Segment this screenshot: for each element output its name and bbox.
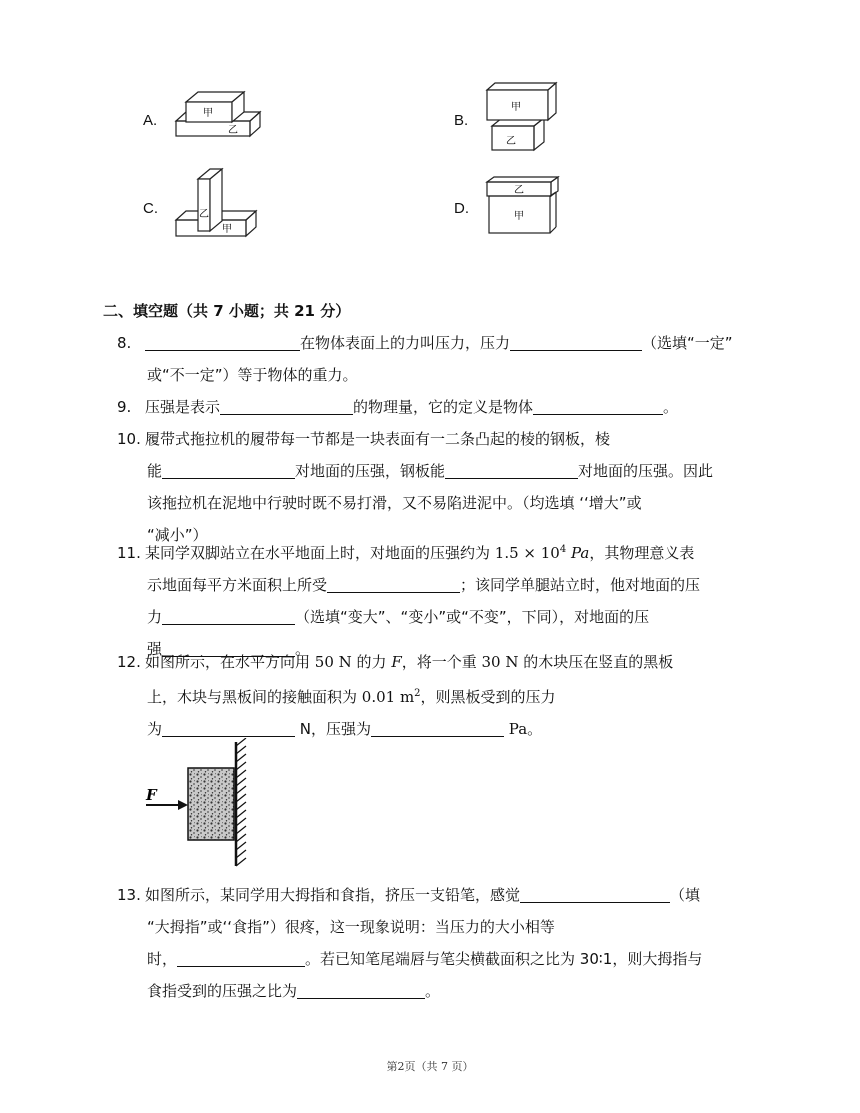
question-8 xyxy=(117,327,767,391)
block-wall-figure xyxy=(140,738,260,870)
question-text: 为 xyxy=(147,720,163,738)
question-10 xyxy=(117,423,767,551)
pressure-value: 1.5 × 10 xyxy=(494,544,560,562)
area-exponent: 2 xyxy=(414,688,421,699)
question-text: 。若已知笔尾端唇与笔尖横截面积之比为 30∶1，则大拇指与 xyxy=(305,950,703,968)
question-text: 。 xyxy=(295,640,311,658)
question-text: 某同学双脚站立在水平地面上时，对地面的压强约为 xyxy=(145,544,495,562)
question-text: 该拖拉机在泥地中行驶时既不易打滑，又不易陷进泥中。（均选填 ‘‘增大”或 xyxy=(147,494,642,512)
question-text: 的木块压在竖直的黑板 xyxy=(518,653,674,671)
question-text: N，压强为 xyxy=(295,720,372,738)
option-c-top-text: 乙 xyxy=(199,209,209,220)
answer-blank[interactable] xyxy=(177,948,305,967)
wooden-block xyxy=(188,768,234,840)
question-number: 13. xyxy=(117,886,141,904)
question-text: 对地面的压强，钢板能 xyxy=(295,462,446,480)
question-text: 上，木块与黑板间的接触面积为 xyxy=(147,688,362,706)
question-number: 12. xyxy=(117,653,141,671)
question-text: （填 xyxy=(670,886,701,904)
question-number: 9. xyxy=(117,398,132,416)
force-arrow-head xyxy=(178,800,188,810)
question-text: 食指受到的压强之比为 xyxy=(147,982,298,1000)
answer-blank[interactable] xyxy=(162,460,295,479)
option-a-bottom-text: 乙 xyxy=(228,125,238,136)
question-text: （选填“一定” xyxy=(642,334,733,352)
question-number: 10. xyxy=(117,430,141,448)
question-text: 履带式拖拉机的履带每一节都是一块表面有一二条凸起的棱的钢板，棱 xyxy=(145,430,611,448)
question-text: 强 xyxy=(147,640,163,658)
option-a-figure xyxy=(170,88,265,143)
wall-hatching xyxy=(236,738,246,866)
weight-value: 30 N xyxy=(481,653,519,671)
question-9 xyxy=(117,391,767,423)
option-a-label: A. xyxy=(143,112,158,129)
question-text: 。 xyxy=(425,982,441,1000)
option-b-label: B. xyxy=(454,112,469,129)
pressure-unit: Pa xyxy=(566,544,590,562)
option-d-label: D. xyxy=(454,200,469,217)
question-number: 11. xyxy=(117,544,141,562)
option-b-figure xyxy=(484,80,564,155)
option-b-top-text: 甲 xyxy=(511,102,521,113)
pressure-exponent: 4 xyxy=(559,544,567,555)
question-text: ，将一个重 xyxy=(401,653,482,671)
force-label: F xyxy=(146,786,157,804)
question-text: ，则黑板受到的压力 xyxy=(420,688,556,706)
question-13 xyxy=(117,879,767,1007)
question-text: 如图所示，在水平方向用 xyxy=(145,653,315,671)
section-title: 二、填空题（共 7 小题；共 21 分） xyxy=(103,302,351,320)
answer-blank[interactable] xyxy=(327,574,460,593)
answer-blank[interactable] xyxy=(162,606,295,625)
answer-blank[interactable] xyxy=(533,396,663,415)
option-c-label: C. xyxy=(143,200,158,217)
area-value: 0.01 m xyxy=(361,688,415,706)
question-text: 或“不一定”）等于物体的重力。 xyxy=(147,366,358,384)
question-text: ，其物理意义表 xyxy=(589,544,695,562)
force-value: 50 N xyxy=(314,653,352,671)
answer-blank[interactable] xyxy=(162,718,295,737)
force-symbol: F xyxy=(391,653,402,671)
option-d-top-text: 乙 xyxy=(514,185,524,196)
question-text: 的物理量，它的定义是物体 xyxy=(353,398,534,416)
answer-blank[interactable] xyxy=(297,980,425,999)
answer-blank[interactable] xyxy=(510,332,642,351)
question-text: 力 xyxy=(147,608,163,626)
question-text: 示地面每平方米面积上所受 xyxy=(147,576,328,594)
question-text: “大拇指”或‘‘食指”）很疼，这一现象说明：当压力的大小相等 xyxy=(147,918,555,936)
question-12 xyxy=(117,646,767,745)
question-text: 如图所示，某同学用大拇指和食指，挤压一支铅笔，感觉 xyxy=(145,886,521,904)
option-a-top-text: 甲 xyxy=(203,108,213,119)
answer-blank[interactable] xyxy=(220,396,353,415)
answer-blank[interactable] xyxy=(371,718,504,737)
answer-blank[interactable] xyxy=(445,460,578,479)
option-c-bottom-text: 甲 xyxy=(222,224,232,235)
question-text: 时， xyxy=(147,950,178,968)
question-text: 的力 xyxy=(351,653,392,671)
option-c-figure xyxy=(170,167,265,242)
option-d-figure xyxy=(484,175,564,240)
page-footer: 第2页（共 7 页） xyxy=(386,1060,474,1073)
option-b-bottom-text: 乙 xyxy=(506,136,516,147)
answer-blank[interactable] xyxy=(520,884,670,903)
question-text: 。 xyxy=(663,398,679,416)
option-d-bottom-text: 甲 xyxy=(514,211,524,222)
question-text: 压强是表示 xyxy=(145,398,221,416)
question-text: （选填“变大”、“变小”或“不变”，下同），对地面的压 xyxy=(295,608,650,626)
question-text: 对地面的压强。因此 xyxy=(578,462,714,480)
question-text: “减小”） xyxy=(147,526,208,544)
question-number: 8. xyxy=(117,334,132,352)
question-text: 在物体表面上的力叫压力，压力 xyxy=(300,334,511,352)
question-text: ；该同学单腿站立时，他对地面的压 xyxy=(460,576,701,594)
question-text: Pa。 xyxy=(504,720,543,738)
answer-blank[interactable] xyxy=(145,332,300,351)
question-text: 能 xyxy=(147,462,163,480)
